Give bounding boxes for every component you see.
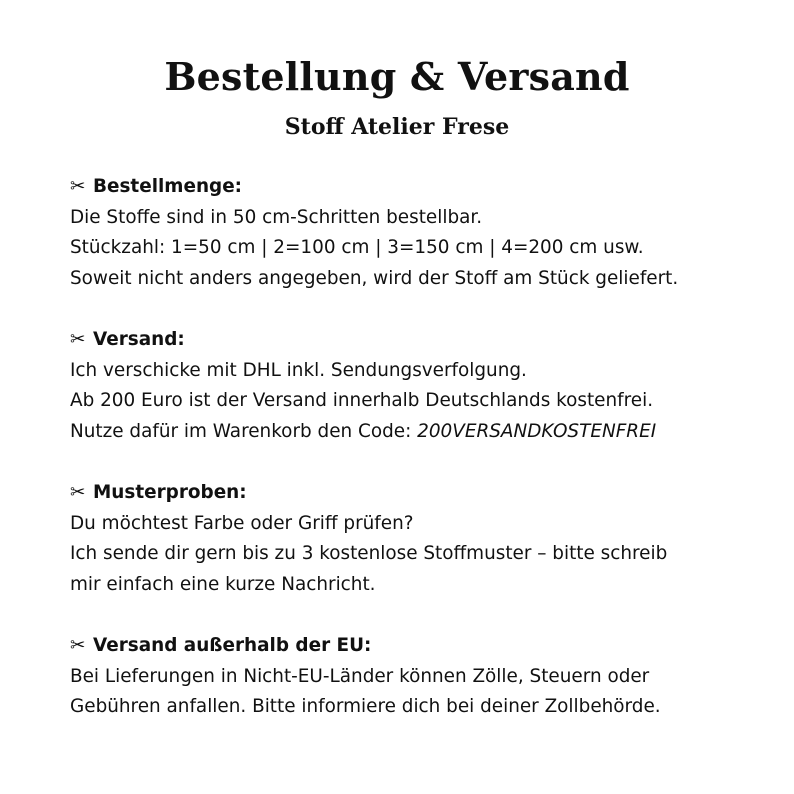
page-title: Bestellung & Versand bbox=[164, 54, 630, 99]
page-subtitle: Stoff Atelier Frese bbox=[284, 114, 510, 140]
scissors-icon: ✂ bbox=[70, 176, 86, 197]
section-bestellmenge bbox=[70, 172, 770, 294]
section-line: Ich sende dir gern bis zu 3 kostenlose Stoffmuster – bitte schreib bbox=[70, 543, 668, 564]
section-heading-text: Versand außerhalb der EU: bbox=[93, 635, 372, 656]
section-line: Ich verschicke mit DHL inkl. Sendungsverfolgung. bbox=[70, 359, 527, 381]
discount-code: 200VERSANDKOSTENFREI bbox=[417, 420, 657, 442]
scissors-icon: ✂ bbox=[70, 635, 86, 656]
section-versand-ausserhalb-eu bbox=[70, 631, 770, 723]
section-heading-text: Versand: bbox=[93, 329, 185, 350]
section-heading bbox=[70, 631, 770, 662]
section-heading bbox=[70, 478, 770, 509]
section-line: Du möchtest Farbe oder Griff prüfen? bbox=[70, 512, 414, 534]
section-line: Soweit nicht anders angegeben, wird der Stoff am Stück geliefert. bbox=[70, 267, 679, 289]
scissors-icon: ✂ bbox=[70, 329, 86, 350]
section-heading-text: Bestellmenge: bbox=[93, 176, 243, 197]
code-prefix: Nutze dafür im Warenkorb den Code: bbox=[70, 420, 418, 442]
scissors-icon: ✂ bbox=[70, 482, 86, 503]
section-line: Ab 200 Euro ist der Versand innerhalb Deutschlands kostenfrei. bbox=[70, 390, 654, 411]
section-line: Stückzahl: 1=50 cm | 2=100 cm | 3=150 cm | 4=200 cm usw. bbox=[70, 237, 644, 258]
section-versand bbox=[70, 325, 770, 447]
section-line bbox=[70, 417, 770, 448]
section-line: Bei Lieferungen in Nicht-EU-Länder können Zölle, Steuern oder bbox=[70, 665, 650, 687]
section-line: Gebühren anfallen. Bitte informiere dich bei deiner Zollbehörde. bbox=[70, 696, 661, 717]
section-line: Die Stoffe sind in 50 cm-Schritten bestellbar. bbox=[70, 206, 483, 228]
section-musterproben bbox=[70, 478, 770, 600]
section-heading bbox=[70, 172, 770, 203]
content bbox=[70, 172, 770, 754]
section-line: mir einfach eine kurze Nachricht. bbox=[70, 573, 376, 595]
section-heading bbox=[70, 325, 770, 356]
section-heading-text: Musterproben: bbox=[93, 482, 247, 503]
